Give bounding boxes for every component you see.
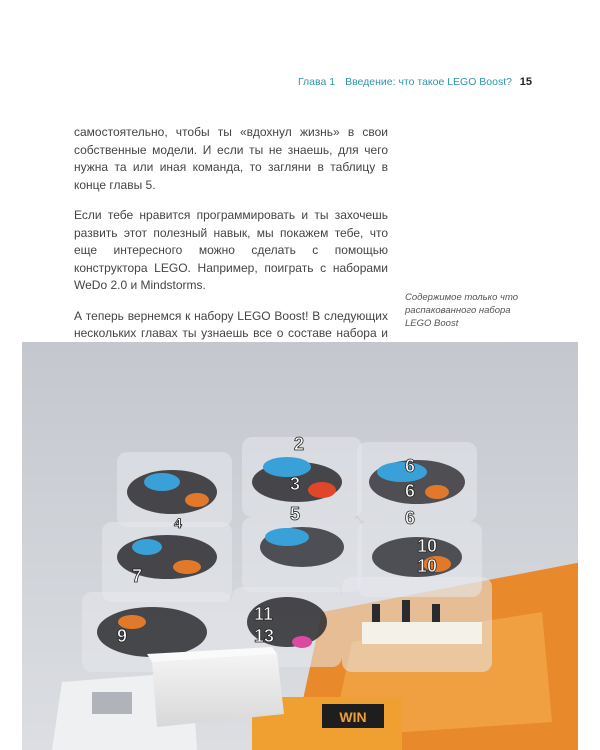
bag-number: 3: [290, 474, 301, 494]
page-number: 15: [519, 76, 532, 88]
bag-number: 6: [405, 481, 416, 501]
bag-number: 6: [405, 456, 416, 476]
paragraph: А теперь вернемся к набору LEGO Boost! В следующих нескольких главах ты узнаешь все о составе набора и: [74, 308, 388, 340]
white-rack-part: [362, 622, 482, 644]
body-text: [74, 124, 388, 373]
photo-caption: Содержимое только что распакованного набора LEGO Boost: [405, 292, 519, 329]
bag-number: 9: [117, 626, 128, 646]
bag-number: 2: [294, 434, 305, 454]
paragraph: самостоятельно, чтобы ты «вдохнул жизнь» в свои собственные модели. И если ты не знаешь, для чего нужна та или иная команда, то загляни в таблицу в конце главы 5.: [74, 125, 388, 192]
lego-boost-photo: [22, 342, 578, 750]
bag-number: 10: [417, 556, 438, 576]
bag-number: 6: [405, 508, 416, 528]
bag-number: 11: [254, 604, 274, 624]
photo-illustration: [22, 342, 578, 750]
bag-number: 7: [132, 566, 143, 586]
bag-number: 10: [417, 536, 438, 556]
bag-number: 5: [290, 504, 301, 524]
chapter-label: Глава 1: [297, 76, 336, 88]
chapter-title: Введение: что такое LEGO Boost?: [345, 76, 512, 88]
paragraph: Если тебе нравится программировать и ты захочешь развить этот полезный навык, мы покажем тебе, что еще интересного можно сделать с помощью конструктора LEGO. Например, поиграть с наборами WeDo 2.0 и Mindstorms.: [74, 208, 388, 292]
running-head: [297, 76, 532, 88]
leaflet-text: WIN: [339, 709, 367, 725]
bag-number: 4: [174, 515, 182, 531]
bag-number: 13: [254, 626, 275, 646]
